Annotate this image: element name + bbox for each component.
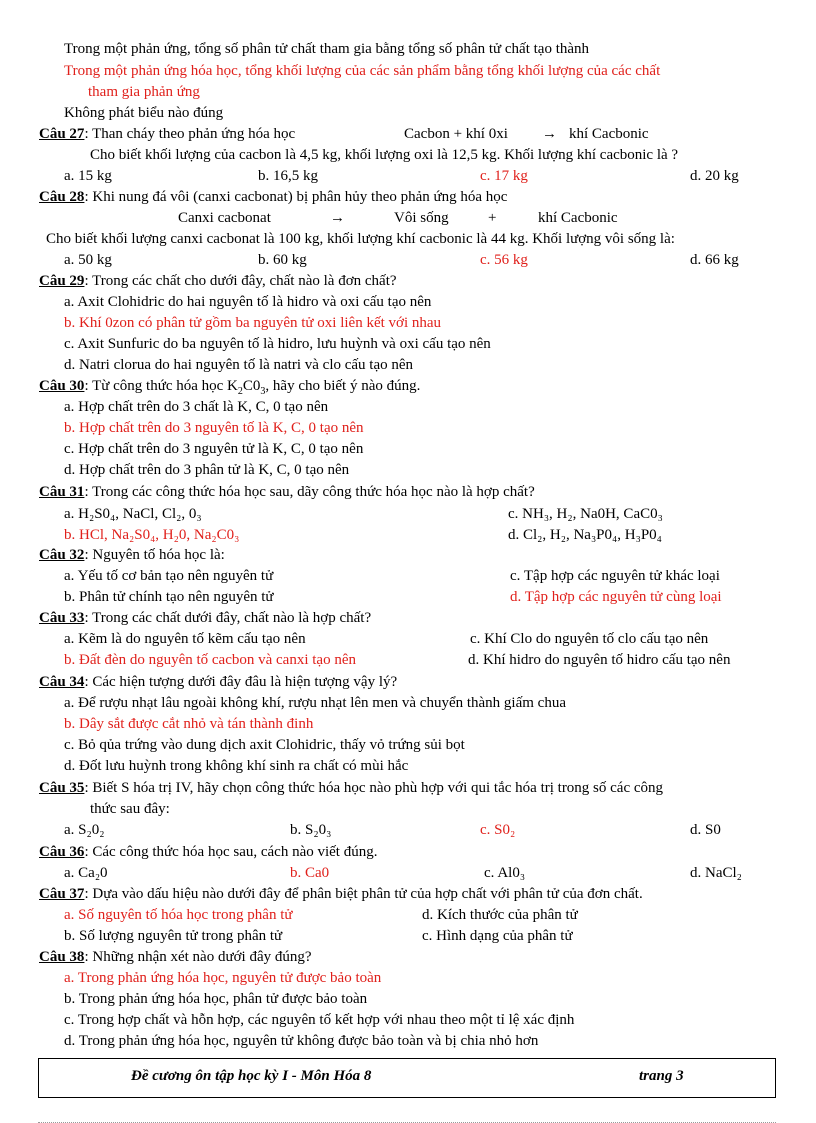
q27-eq-right: khí Cacbonic [569, 126, 649, 142]
q29-label: Câu 29 [39, 273, 85, 289]
q28-eq-arrow: → [330, 210, 345, 226]
q36-option-b: b. Ca0 [290, 865, 330, 881]
q30-option-d: d. Hợp chất trên do 3 phân tử là K, C, 0 tạo nên [64, 462, 350, 478]
q29-option-b: b. Khí 0zon có phân tử gồm ba nguyên tử oxi liên kết với nhau [64, 315, 442, 331]
q28-stem: Câu 28: Khi nung đá vôi (canxi cacbonat) bị phân hủy theo phản ứng hóa học [39, 189, 508, 205]
q32-option-a: a. Yếu tố cơ bản tạo nên nguyên tử [64, 568, 274, 584]
page-number: trang 3 [639, 1068, 684, 1084]
q32-option-b: b. Phân tử chính tạo nên nguyên tử [64, 589, 274, 605]
q31-option-b: b. HCl, Na₂S0₄, H₂0, Na₂C0₃ [64, 527, 240, 543]
q33-option-c: c. Khí Clo do nguyên tố clo cấu tạo nên [470, 631, 709, 647]
q27-label: Câu 27 [39, 126, 85, 142]
q28-label: Câu 28 [39, 189, 85, 205]
q35-option-d: d. S0 [690, 822, 721, 838]
q38-label: Câu 38 [39, 949, 85, 965]
q26-option-c-cont: tham gia phản ứng [88, 84, 200, 100]
q34-stem: Câu 34: Các hiện tượng dưới đây đâu là hiện tượng vậy lý? [39, 674, 398, 690]
q26-option-b: Trong một phản ứng, tổng số phân tử chất tham gia bằng tổng số phân tử chất tạo thành [64, 41, 590, 57]
q28-option-b: b. 60 kg [258, 252, 307, 268]
q28-eq-plus: + [488, 210, 497, 226]
q33-option-b: b. Đất đèn do nguyên tố cacbon và canxi tạo nên [64, 652, 356, 668]
q35-stem-cont: thức sau đây: [90, 801, 170, 817]
q26-option-c: Trong một phản ứng hóa học, tổng khối lượng của các sản phẩm bằng tổng khối lượng của các chất [64, 63, 661, 79]
q35-option-a: a. S₂0₂ [64, 822, 105, 838]
q28-option-d: d. 66 kg [690, 252, 739, 268]
q30-option-c: c. Hợp chất trên do 3 nguyên tử là K, C, 0 tạo nên [64, 441, 364, 457]
q36-option-d: d. NaCl₂ [690, 865, 742, 881]
q38-stem: Câu 38: Những nhận xét nào dưới đây đúng? [39, 949, 312, 965]
q30-label: Câu 30 [39, 378, 85, 394]
q28-option-c: c. 56 kg [480, 252, 528, 268]
q27-option-b: b. 16,5 kg [258, 168, 318, 184]
q34-option-a: a. Để rượu nhạt lâu ngoài không khí, rượu nhạt lên men và chuyển thành giấm chua [64, 695, 566, 711]
q34-option-c: c. Bỏ qủa trứng vào dung dịch axit Clohidric, thấy vỏ trứng sủi bọt [64, 737, 465, 753]
q28-eq-mid: Vôi sống [394, 210, 449, 226]
q38-option-b: b. Trong phản ứng hóa học, phân tử được bảo toàn [64, 991, 368, 1007]
q28-line2: Cho biết khối lượng canxi cacbonat là 100 kg, khối lượng khí cacbonic là 44 kg. Khối lượng vôi sống là: [46, 231, 675, 247]
q36-stem: Câu 36: Các công thức hóa học sau, cách nào viết đúng. [39, 844, 378, 860]
q32-stem: Câu 32: Nguyên tố hóa học là: [39, 547, 225, 563]
q27-line2: Cho biết khối lượng của cacbon là 4,5 kg, khối lượng oxi là 12,5 kg. Khối lượng khí cacbonic là ? [90, 147, 679, 163]
q34-option-d: d. Đốt lưu huỳnh trong không khí sinh ra chất có mùi hắc [64, 758, 409, 774]
q36-option-a: a. Ca₂0 [64, 865, 108, 881]
q32-option-c: c. Tập hợp các nguyên tử khác loại [510, 568, 720, 584]
q33-option-d: d. Khí hidro do nguyên tố hidro cấu tạo nên [468, 652, 731, 668]
q38-option-c: c. Trong hợp chất và hỗn hợp, các nguyên tố kết hợp với nhau theo một tỉ lệ xác định [64, 1012, 575, 1028]
q30-option-b: b. Hợp chất trên do 3 nguyên tố là K, C, 0 tạo nên [64, 420, 364, 436]
q38-option-d: d. Trong phản ứng hóa học, nguyên tử không được bảo toàn và bị chia nhỏ hơn [64, 1033, 539, 1049]
q31-option-a: a. H₂S0₄, NaCl, Cl₂, 0₃ [64, 506, 202, 522]
q27-option-c: c. 17 kg [480, 168, 528, 184]
q35-option-c: c. S0₂ [480, 822, 516, 838]
q27-stem: Câu 27: Than cháy theo phản ứng hóa học [39, 126, 296, 142]
footer-title: Đề cương ôn tập học kỳ I - Môn Hóa 8 [131, 1068, 372, 1084]
q37-label: Câu 37 [39, 886, 85, 902]
q34-label: Câu 34 [39, 674, 85, 690]
q33-option-a: a. Kẽm là do nguyên tố kẽm cấu tạo nên [64, 631, 306, 647]
q29-option-c: c. Axit Sunfuric do ba nguyên tố là hidro, lưu huỳnh và oxi cấu tạo nên [64, 336, 491, 352]
q37-stem: Câu 37: Dựa vào dấu hiệu nào dưới đây để phân biệt phân tử của hợp chất với phân tử của đơn chất. [39, 886, 643, 902]
q33-label: Câu 33 [39, 610, 85, 626]
q33-stem: Câu 33: Trong các chất dưới đây, chất nào là hợp chất? [39, 610, 372, 626]
q28-eq-left: Canxi cacbonat [178, 210, 271, 226]
q30-stem: Câu 30: Từ công thức hóa học $K_2C0_3$, hãy cho biết ý nào đúng. [39, 378, 421, 397]
q29-stem: Câu 29: Trong các chất cho dưới đây, chất nào là đơn chất? [39, 273, 397, 289]
q37-option-b: b. Số lượng nguyên tử trong phân tử [64, 928, 283, 944]
q28-eq-right: khí Cacbonic [538, 210, 618, 226]
q36-label: Câu 36 [39, 844, 85, 860]
q30-option-a: a. Hợp chất trên do 3 chất là K, C, 0 tạo nên [64, 399, 329, 415]
q31-option-d: d. Cl₂, H₂, Na₃P0₄, H₃P0₄ [508, 527, 662, 543]
q38-option-a: a. Trong phản ứng hóa học, nguyên tử được bảo toàn [64, 970, 382, 986]
q36-option-c: c. Al0₃ [484, 865, 526, 881]
q35-stem: Câu 35: Biết S hóa trị IV, hãy chọn công thức hóa học nào phù hợp với qui tắc hóa trị trong số các công [39, 780, 664, 796]
q27-option-a: a. 15 kg [64, 168, 112, 184]
q31-stem: Câu 31: Trong các công thức hóa học sau, dãy công thức hóa học nào là hợp chất? [39, 484, 535, 500]
q27-eq-left: Cacbon + khí 0xi [404, 126, 508, 142]
q37-option-a: a. Số nguyên tố hóa học trong phân tử [64, 907, 293, 923]
q29-option-a: a. Axit Clohidric do hai nguyên tố là hidro và oxi cấu tạo nên [64, 294, 432, 310]
q31-option-c: c. NH₃, H₂, Na0H, CaC0₃ [508, 506, 663, 522]
q35-label: Câu 35 [39, 780, 85, 796]
q32-label: Câu 32 [39, 547, 85, 563]
q27-option-d: d. 20 kg [690, 168, 739, 184]
q32-option-d: d. Tập hợp các nguyên tử cùng loại [510, 589, 722, 605]
q34-option-b: b. Dây sắt được cắt nhỏ và tán thành đinh [64, 716, 314, 732]
q35-option-b: b. S₂0₃ [290, 822, 332, 838]
q26-option-d: Không phát biểu nào đúng [64, 105, 224, 121]
q31-label: Câu 31 [39, 484, 85, 500]
q29-option-d: d. Natri clorua do hai nguyên tố là natri và clo cấu tạo nên [64, 357, 414, 373]
q37-option-d: d. Kích thước của phân tử [422, 907, 578, 923]
q28-option-a: a. 50 kg [64, 252, 112, 268]
q37-option-c: c. Hình dạng của phân tử [422, 928, 573, 944]
q27-eq-arrow: → [542, 126, 557, 142]
footer-box [38, 1058, 776, 1098]
